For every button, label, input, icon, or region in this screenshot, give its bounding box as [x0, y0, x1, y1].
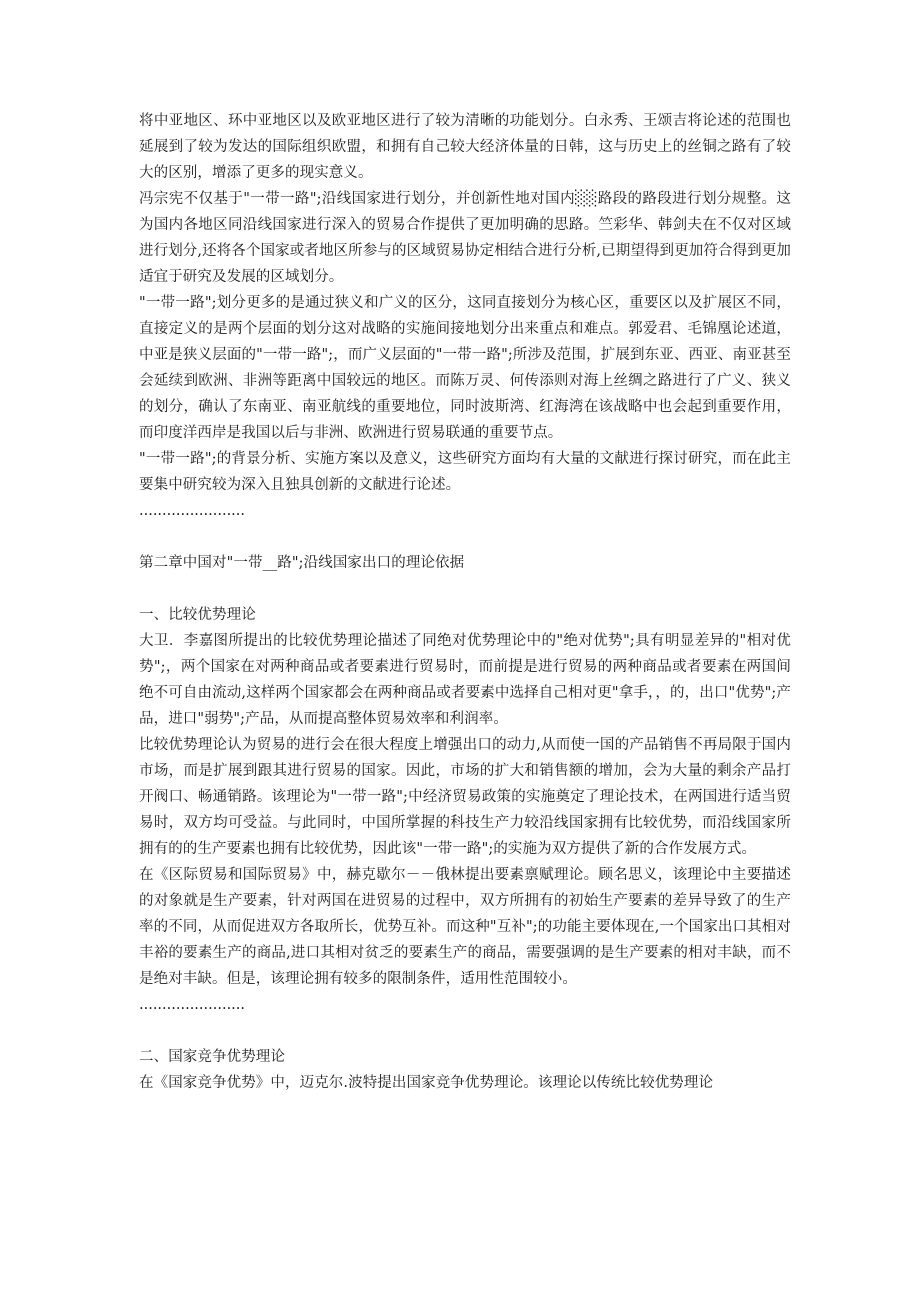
- section-title: 二、国家竞争优势理论: [139, 1049, 285, 1065]
- paragraph: 在《国家竞争优势》中，迈克尔.波特提出国家竞争优势理论。该理论以传统比较优势理论: [139, 1075, 714, 1091]
- paragraph: 冯宗宪不仅基于"一带一路";沿线国家进行划分，并创新性地对国内░░路段的路段进行划分规整。这为国内各地区同沿线国家进行深入的贸易合作提供了更加明确的思路。竺彩华、韩剑夫在不仅对区域进行划分,还将各个国家或者地区所参与的区域贸易协定相结合进行分析,已期望得到更加符合得到更加适宜于研究及发展的区域划分。: [139, 191, 791, 285]
- spacer: [139, 576, 791, 602]
- paragraph: 将中亚地区、环中亚地区以及欧亚地区进行了较为清晰的功能划分。白永秀、王颂吉将论述的范围也延展到了较为发达的国际组织欧盟，和拥有自己较大经济体量的日韩，这与历史上的丝铜之路有了较大的区别，增添了更多的现实意义。: [139, 113, 791, 181]
- spacer: [139, 1018, 791, 1044]
- paragraph: 比较优势理论认为贸易的进行会在很大程度上增强出口的动力,从而使一国的产品销售不再局限于国内市场，而是扩展到跟其进行贸易的国家。因此，市场的扩大和销售额的增加，会为大量的剩余产品打开阀口、畅通销路。该理论为"一带一路";中经济贸易政策的实施奠定了理论技术，在两国进行适当贸易时，双方均可受益。与此同时，中国所掌握的科技生产力较沿线国家拥有比较优势，而沿线国家所拥有的的生产要素也拥有比较优势，因此该"一带一路";的实施为双方提供了新的合作发展方式。: [139, 737, 791, 857]
- paragraph: 在《区际贸易和国际贸易》中，赫克歇尔－－俄林提出要素禀赋理论。顾名思义，该理论中主要描述的对象就是生产要素，针对两国在进贸易的过程中，双方所拥有的初始生产要素的差异导致了的生产率的不同，从而促进双方各取所长，优势互补。而这种"互补";的功能主要体现在,一个国家出口其相对丰裕的要素生产的商品,进口其相对贫乏的要素生产的商品，需要强调的是生产要素的相对丰缺，而不是绝对丰缺。但是，该理论拥有较多的限制条件，适用性范围较小。: [139, 867, 791, 987]
- ellipsis-divider: .......................: [139, 503, 246, 519]
- spacer: [139, 524, 791, 550]
- paragraph: 大卫．李嘉图所提出的比较优势理论描述了同绝对优势理论中的"绝对优势";具有明显差异的"相对优势";，两个国家在对两种商品或者要素进行贸易时，而前提是进行贸易的两种商品或者要素在两国间绝不可自由流动,这样两个国家都会在两种商品或者要素中选择自己相对更"拿手，，的，出口"优势";产品，进口"弱势";产品，从而提高整体贸易效率和利润率。: [139, 633, 791, 727]
- paragraph: "一带一路";的背景分析、实施方案以及意义，这些研究方面均有大量的文献进行探讨研究，而在此主要集中研究较为深入且独具创新的文献进行论述。: [139, 451, 791, 493]
- paragraph: "一带一路";划分更多的是通过狭义和广义的区分，这同直接划分为核心区，重要区以及扩展区不同，直接定义的是两个层面的划分这对战略的实施间接地划分出来重点和难点。郭爱君、毛锦凰论述道，中亚是狭义层面的"一带一路";，而广义层面的"一带一路";所涉及范围，扩展到东亚、西亚、南亚甚至会延续到欧洲、非洲等距离中国较远的地区。而陈万灵、何传添则对海上丝绸之路进行了广义、狭义的划分，确认了东南亚、南亚航线的重要地位，同时波斯湾、红海湾在该战略中也会起到重要作用，而印度洋西岸是我国以后与非洲、欧洲进行贸易联通的重要节点。: [139, 295, 791, 441]
- section-title: 一、比较优势理论: [139, 607, 256, 623]
- chapter-title: 第二章中国对"一带__路";沿线国家出口的理论依据: [139, 555, 465, 571]
- ellipsis-divider: .......................: [139, 997, 246, 1013]
- document-page: [139, 108, 791, 1096]
